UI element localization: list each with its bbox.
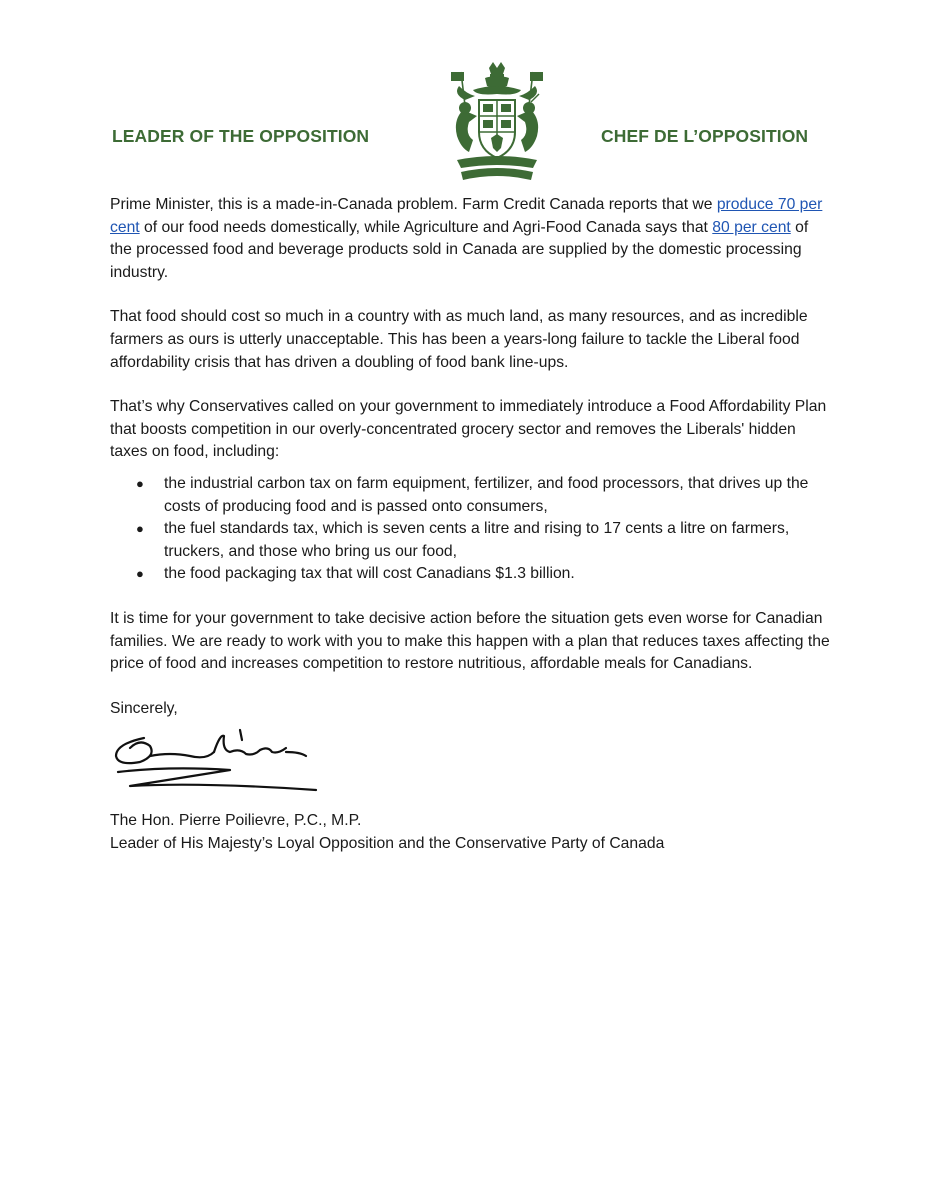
list-item-text: the industrial carbon tax on farm equipment, fertilizer, and food processors, that drives up the costs of producing food and is passed onto consumers, — [164, 474, 809, 515]
signer-title: Leader of His Majesty’s Loyal Opposition and the Conservative Party of Canada — [110, 834, 665, 852]
paragraph-3: That’s why Conservatives called on your government to immediately introduce a Food Affordability Plan that boosts competition in our overly-concentrated grocery sector and removes the Liberals' hidden taxes on food, including: — [110, 398, 827, 461]
paragraph-1-text-b: of our food needs domestically, while Agriculture and Agri-Food Canada says that — [139, 218, 713, 236]
bullet-icon: ● — [136, 521, 144, 537]
signer-name: The Hon. Pierre Poilievre, P.C., M.P. — [110, 812, 362, 830]
coat-of-arms-icon — [443, 60, 551, 184]
paragraph-1-text-a: Prime Minister, this is a made-in-Canada problem. Farm Credit Canada reports that we — [110, 196, 717, 213]
signature-icon — [110, 726, 325, 804]
list-item — [110, 563, 830, 586]
list-item-text: the food packaging tax that will cost Canadians $1.3 billion. — [164, 565, 575, 583]
header-title-french: CHEF DE L’OPPOSITION — [601, 126, 809, 146]
header-title-english: LEADER OF THE OPPOSITION — [112, 126, 370, 146]
list-item-text: the fuel standards tax, which is seven cents a litre and rising to 17 cents a litre on farmers, truckers, and those who bring us our food, — [164, 520, 790, 560]
paragraph-1 — [110, 194, 830, 284]
closing: Sincerely, — [110, 699, 178, 717]
80-per-cent-link[interactable]: 80 per cent — [712, 218, 791, 236]
tax-list — [110, 473, 830, 586]
produce-70-per-cent-link[interactable]: produce 70 per cent — [110, 196, 823, 236]
paragraph-4: It is time for your government to take decisive action before the situation gets even worse for Canadian families. We are ready to work with you to make this happen with a plan that reduces taxes affecting the price of food and increases competition to restore nutritious, affordable meals for Canadians. — [110, 609, 830, 673]
paragraph-2: That food should cost so much in a country with as much land, as many resources, and as incredible farmers as ours is utterly unacceptable. This has been a years-long failure to tackle the Liberal food affordability crisis that has driven a doubling of food bank line-ups. — [110, 308, 808, 371]
letter-body — [110, 194, 830, 855]
bullet-icon: ● — [136, 566, 144, 582]
paragraph-1-text-c: of the processed food and beverage products sold in Canada are supplied by the domestic processing industry. — [110, 218, 809, 281]
list-item — [110, 473, 830, 518]
list-item — [110, 518, 830, 563]
bullet-icon: ● — [136, 475, 144, 491]
